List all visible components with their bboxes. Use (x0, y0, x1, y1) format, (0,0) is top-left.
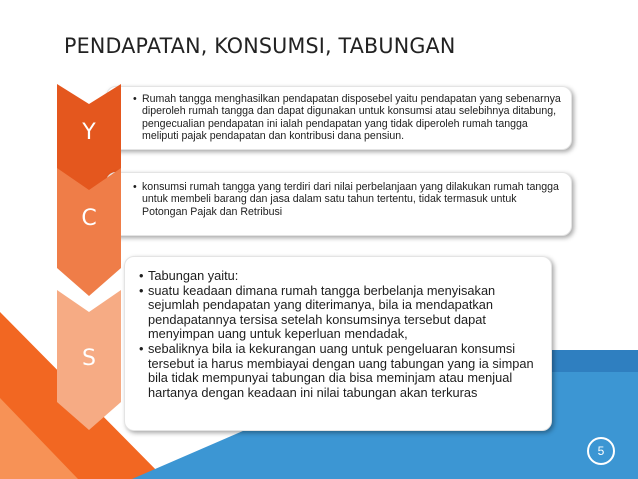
panel-s-bullet-deficit: • sebaliknya bila ia kekurangan uang untuk pengeluaran konsumsi tersebut ia harus membiayai dengan uang tabungan yang ia simpan bila tidak mempunyai tabungan dia bisa meminjam atau menjual hartanya dengan keadaan ini nilai tabungan akan terkuras (139, 342, 541, 400)
panel-y-list (133, 93, 561, 143)
chevron-c-shape (57, 168, 121, 296)
chevron-y-letter: Y (82, 120, 96, 145)
panel-c-list (133, 181, 561, 218)
chevron-c (57, 168, 121, 296)
panel-c-bullet: • konsumsi rumah tangga yang terdiri dari nilai perbelanjaan yang dilakukan rumah tangga untuk membeli barang dan jasa dalam satu tahun tertentu, tidak termasuk untuk Potongan Pajak dan Retribusi (133, 181, 561, 218)
panel-y-bullet: • Rumah tangga menghasilkan pendapatan disposebel yaitu pendapatan yang sebenarnya diperoleh rumah tangga dan dapat digunakan untuk konsumsi atau selebihnya ditabung, pengecualian pendapatan ini ialah pendapatan yang tidak diperoleh rumah tangga meliputi pajak pendapatan dan kontribusi dana pensiun. (133, 93, 561, 143)
panel-s-bullet-heading: • Tabungan yaitu: (139, 269, 541, 284)
panel-s (124, 256, 552, 431)
panel-s-list (139, 269, 541, 400)
chevron-s (57, 290, 121, 430)
panel-c (106, 172, 572, 236)
slide-title: PENDAPATAN, KONSUMSI, TABUNGAN (64, 34, 456, 59)
chevron-c-letter: C (81, 206, 97, 231)
panel-y (106, 86, 572, 150)
page-number-badge: 5 (587, 437, 615, 465)
panel-s-bullet-surplus: • suatu keadaan dimana rumah tangga berbelanja menyisakan sejumlah pendapatan yang diterimanya, bila ia mendapatkan pendapatannya tersisa setelah konsumsinya tersebut dapat menyimpan uang untuk keperluan mendadak, (139, 284, 541, 342)
chevron-s-letter: S (82, 346, 96, 371)
